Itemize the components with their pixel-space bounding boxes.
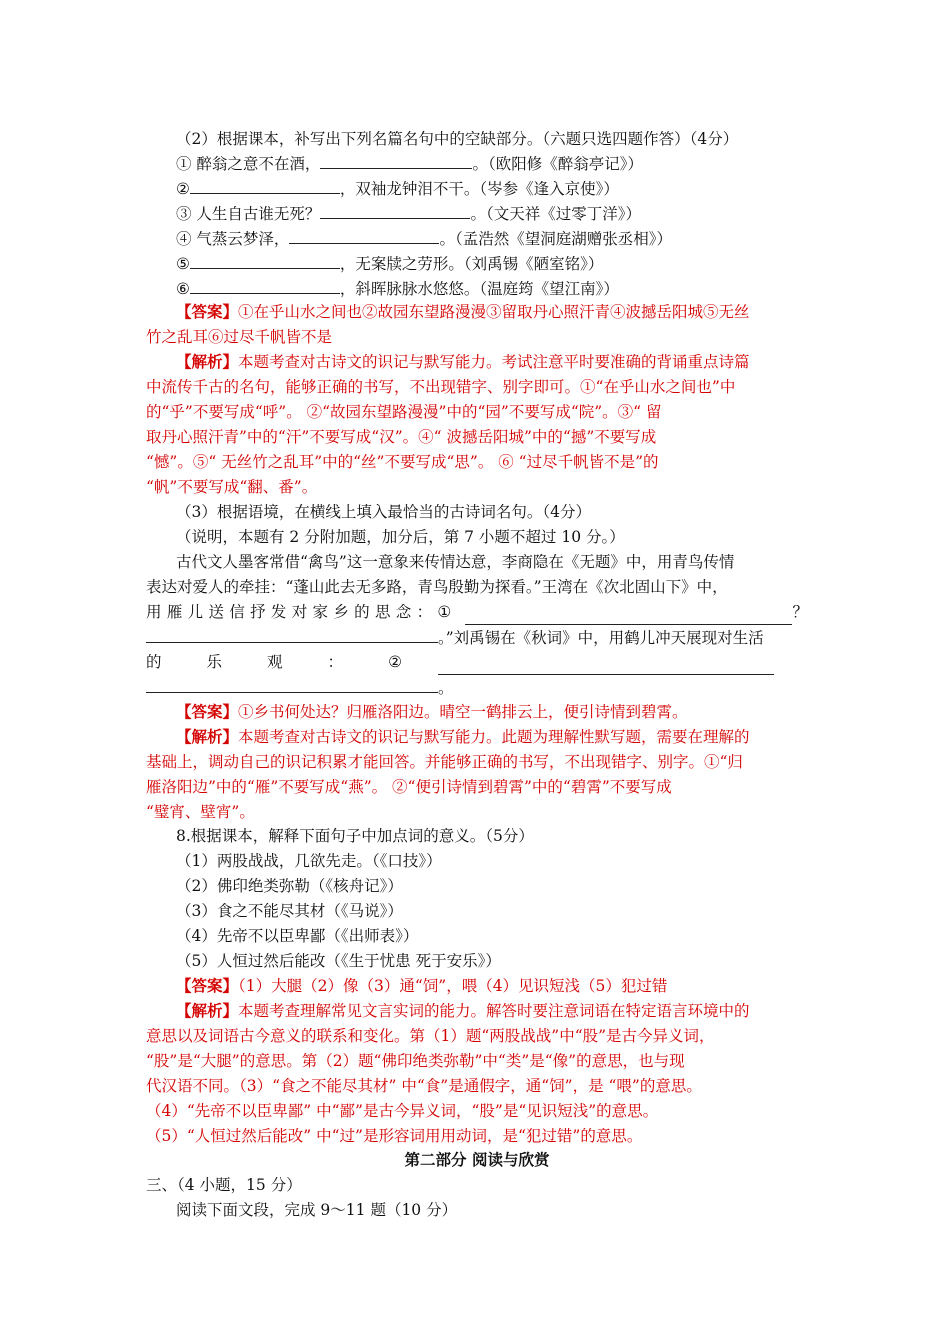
- dotted-word: 类: [263, 874, 279, 899]
- q8-analysis-line4: 代汉语不同。（3）“食之不能尽其材” 中“食”是通假字，通“饲”，是 “喂”的意思。: [146, 1077, 702, 1095]
- section-3-heading: 三、（4 小题，15 分）: [146, 1176, 302, 1194]
- q7-3-heading: （3）根据语境，在横线上填入最恰当的古诗词名句。（4分）: [176, 503, 591, 521]
- fill-item-4: ④ 气蒸云梦泽， 。（孟浩然《望洞庭湖赠张丞相》）: [176, 226, 808, 252]
- q7-2-heading: （2）根据课本，补写出下列名篇名句中的空缺部分。（六题只选四题作答）（4分）: [176, 130, 739, 148]
- q8-sentence-5: （5）人恒过然后能改（《生于忧患 死于安乐》）: [176, 949, 808, 974]
- q8-answer: 【答案】（1）大腿（2）像（3）通“饲”，喂（4）见识短浅（5）犯过错: [176, 976, 668, 995]
- q7-2-analysis-line3: 的“乎”不要写成“呼”。 ②“故园东望路漫漫”中的“园”不要写成“院”。③“ 留: [146, 403, 662, 421]
- context-blank-1a[interactable]: [465, 607, 792, 625]
- q8-analysis-line3: “股”是“大腿”的意思。第（2）题“佛印绝类弥勒”中“类”是“像”的意思，也与现: [146, 1052, 685, 1070]
- q8-analysis-line2: 意思以及词语古今意义的联系和变化。第（1）题“两股战战”中“股”是古今异义词，: [146, 1027, 715, 1045]
- q7-3-paragraph-line2: 表达对爱人的牵挂：“蓬山此去无多路，青鸟殷勤为探看。”王湾在《次北固山下》中，: [146, 578, 728, 596]
- q7-2-analysis-line6: “帆”不要写成“翻、番”。: [146, 478, 318, 496]
- blank-6[interactable]: [190, 276, 340, 294]
- reading-instruction: 阅读下面文段，完成 9～11 题（10 分）: [176, 1201, 458, 1219]
- q8-sentence-2: （2）佛印绝类弥勒（《核舟记》）: [176, 874, 808, 899]
- q7-2-analysis-line4: 取丹心照汗青”中的“汗”不要写成“汉”。④“ 波撼岳阳城”中的“撼”不要写成: [146, 428, 657, 446]
- q7-2-analysis-line5: “憾”。⑤“ 无丝竹之乱耳”中的“丝”不要写成“思”。 ⑥ “过尽千帆皆不是”的: [146, 453, 659, 471]
- context-blank-2b[interactable]: [146, 675, 438, 693]
- dotted-word: 过: [248, 949, 264, 974]
- q7-3-analysis-line2: 基础上，调动自己的识记积累才能回答。并能够正确的书写，不出现错字、别字。①“归: [146, 753, 743, 771]
- q7-3-paragraph-line3: 用 雁 儿 送 信 抒 发 对 家 乡 的 思 念 ： ① ？: [146, 600, 808, 625]
- q7-3-paragraph-line5: 的 乐 观 ： ②: [146, 650, 808, 675]
- fill-item-5: ⑤ ，无案牍之劳形。（刘禹锡《陋室铭》）: [176, 251, 808, 277]
- context-blank-1b[interactable]: [146, 625, 438, 643]
- blank-4[interactable]: [289, 226, 439, 244]
- q7-3-analysis-line4: “璧宵、壁宵”。: [146, 803, 255, 821]
- dotted-word: 鄙: [310, 924, 326, 949]
- blank-2[interactable]: [190, 176, 340, 194]
- q7-3-note: （说明，本题有 2 分附加题，加分后，第 7 小题不超过 10 分。）: [176, 528, 625, 546]
- q7-3-answer: 【答案】①乡书何处达？归雁洛阳边。晴空一鹤排云上，便引诗情到碧霄。: [176, 702, 688, 721]
- fill-item-1: ① 醉翁之意不在酒， 。（欧阳修《醉翁亭记》）: [176, 151, 808, 177]
- q7-2-analysis-line2: 中流传千古的名句，能够正确的书写，不出现错字、别字即可。①“在乎山水之间也”中: [146, 378, 736, 396]
- context-blank-2a[interactable]: [438, 657, 774, 675]
- q8-sentence-4: （4）先帝不以臣卑鄙（《出师表》）: [176, 924, 808, 949]
- fill-item-2: ② ，双袖龙钟泪不干。（岑参《逢入京使》）: [176, 176, 808, 202]
- q7-2-analysis: 【解析】本题考查对古诗文的识记与默写能力。考试注意平时要准确的背诵重点诗篇: [176, 352, 750, 371]
- q7-3-analysis-line3: 雁洛阳边”中的“雁”不要写成“燕”。 ②“便引诗情到碧霄”中的“碧霄”不要写成: [146, 778, 672, 796]
- q8-sentence-1: （1）两股战战，几欲先走。（《口技》）: [176, 849, 808, 874]
- q7-3-paragraph-line1: 古代文人墨客常借“禽鸟”这一意象来传情达意，李商隐在《无题》中，用青鸟传情: [176, 553, 735, 571]
- blank-3[interactable]: [320, 201, 470, 219]
- q7-3-paragraph-line4: 。”刘禹锡在《秋词》中，用鹤儿冲天展现对生活: [146, 625, 808, 651]
- dotted-word: 食: [217, 899, 233, 924]
- q7-3-paragraph-line6: 。: [146, 675, 808, 701]
- blank-1[interactable]: [320, 151, 472, 169]
- q8-analysis-line6: （5）“人恒过然后能改” 中“过”是形容词用用动词，是“犯过错”的意思。: [146, 1127, 643, 1145]
- fill-item-3: ③ 人生自古谁无死？ 。（文天祥《过零丁洋》）: [176, 201, 808, 227]
- q7-2-answer-cont: 竹之乱耳⑥过尽千帆皆不是: [146, 328, 333, 346]
- fill-item-6: ⑥ ，斜晖脉脉水悠悠。（温庭筠《望江南》）: [176, 276, 808, 302]
- q7-2-answer: 【答案】①在乎山水之间也②故园东望路漫漫③留取丹心照汗青④波撼岳阳城⑤无丝: [176, 302, 750, 321]
- q8-sentence-3: （3）食之不能尽其材（《马说》）: [176, 899, 808, 924]
- q8-analysis: 【解析】本题考查理解常见文言实词的能力。解答时要注意词语在特定语言环境中的: [176, 1001, 750, 1020]
- q7-3-analysis: 【解析】本题考查对古诗文的识记与默写能力。此题为理解性默写题，需要在理解的: [176, 727, 750, 746]
- blank-5[interactable]: [190, 251, 340, 269]
- q8-analysis-line5: （4）“先帝不以臣卑鄙” 中“鄙”是古今异义词，“股”是“见识短浅”的意思。: [146, 1102, 659, 1120]
- dotted-word: 股: [232, 849, 248, 874]
- part2-title: 第二部分 阅读与欣赏: [404, 1150, 550, 1169]
- q8-heading: 8.根据课本，解释下面句子中加点词的意义。（5分）: [176, 827, 534, 845]
